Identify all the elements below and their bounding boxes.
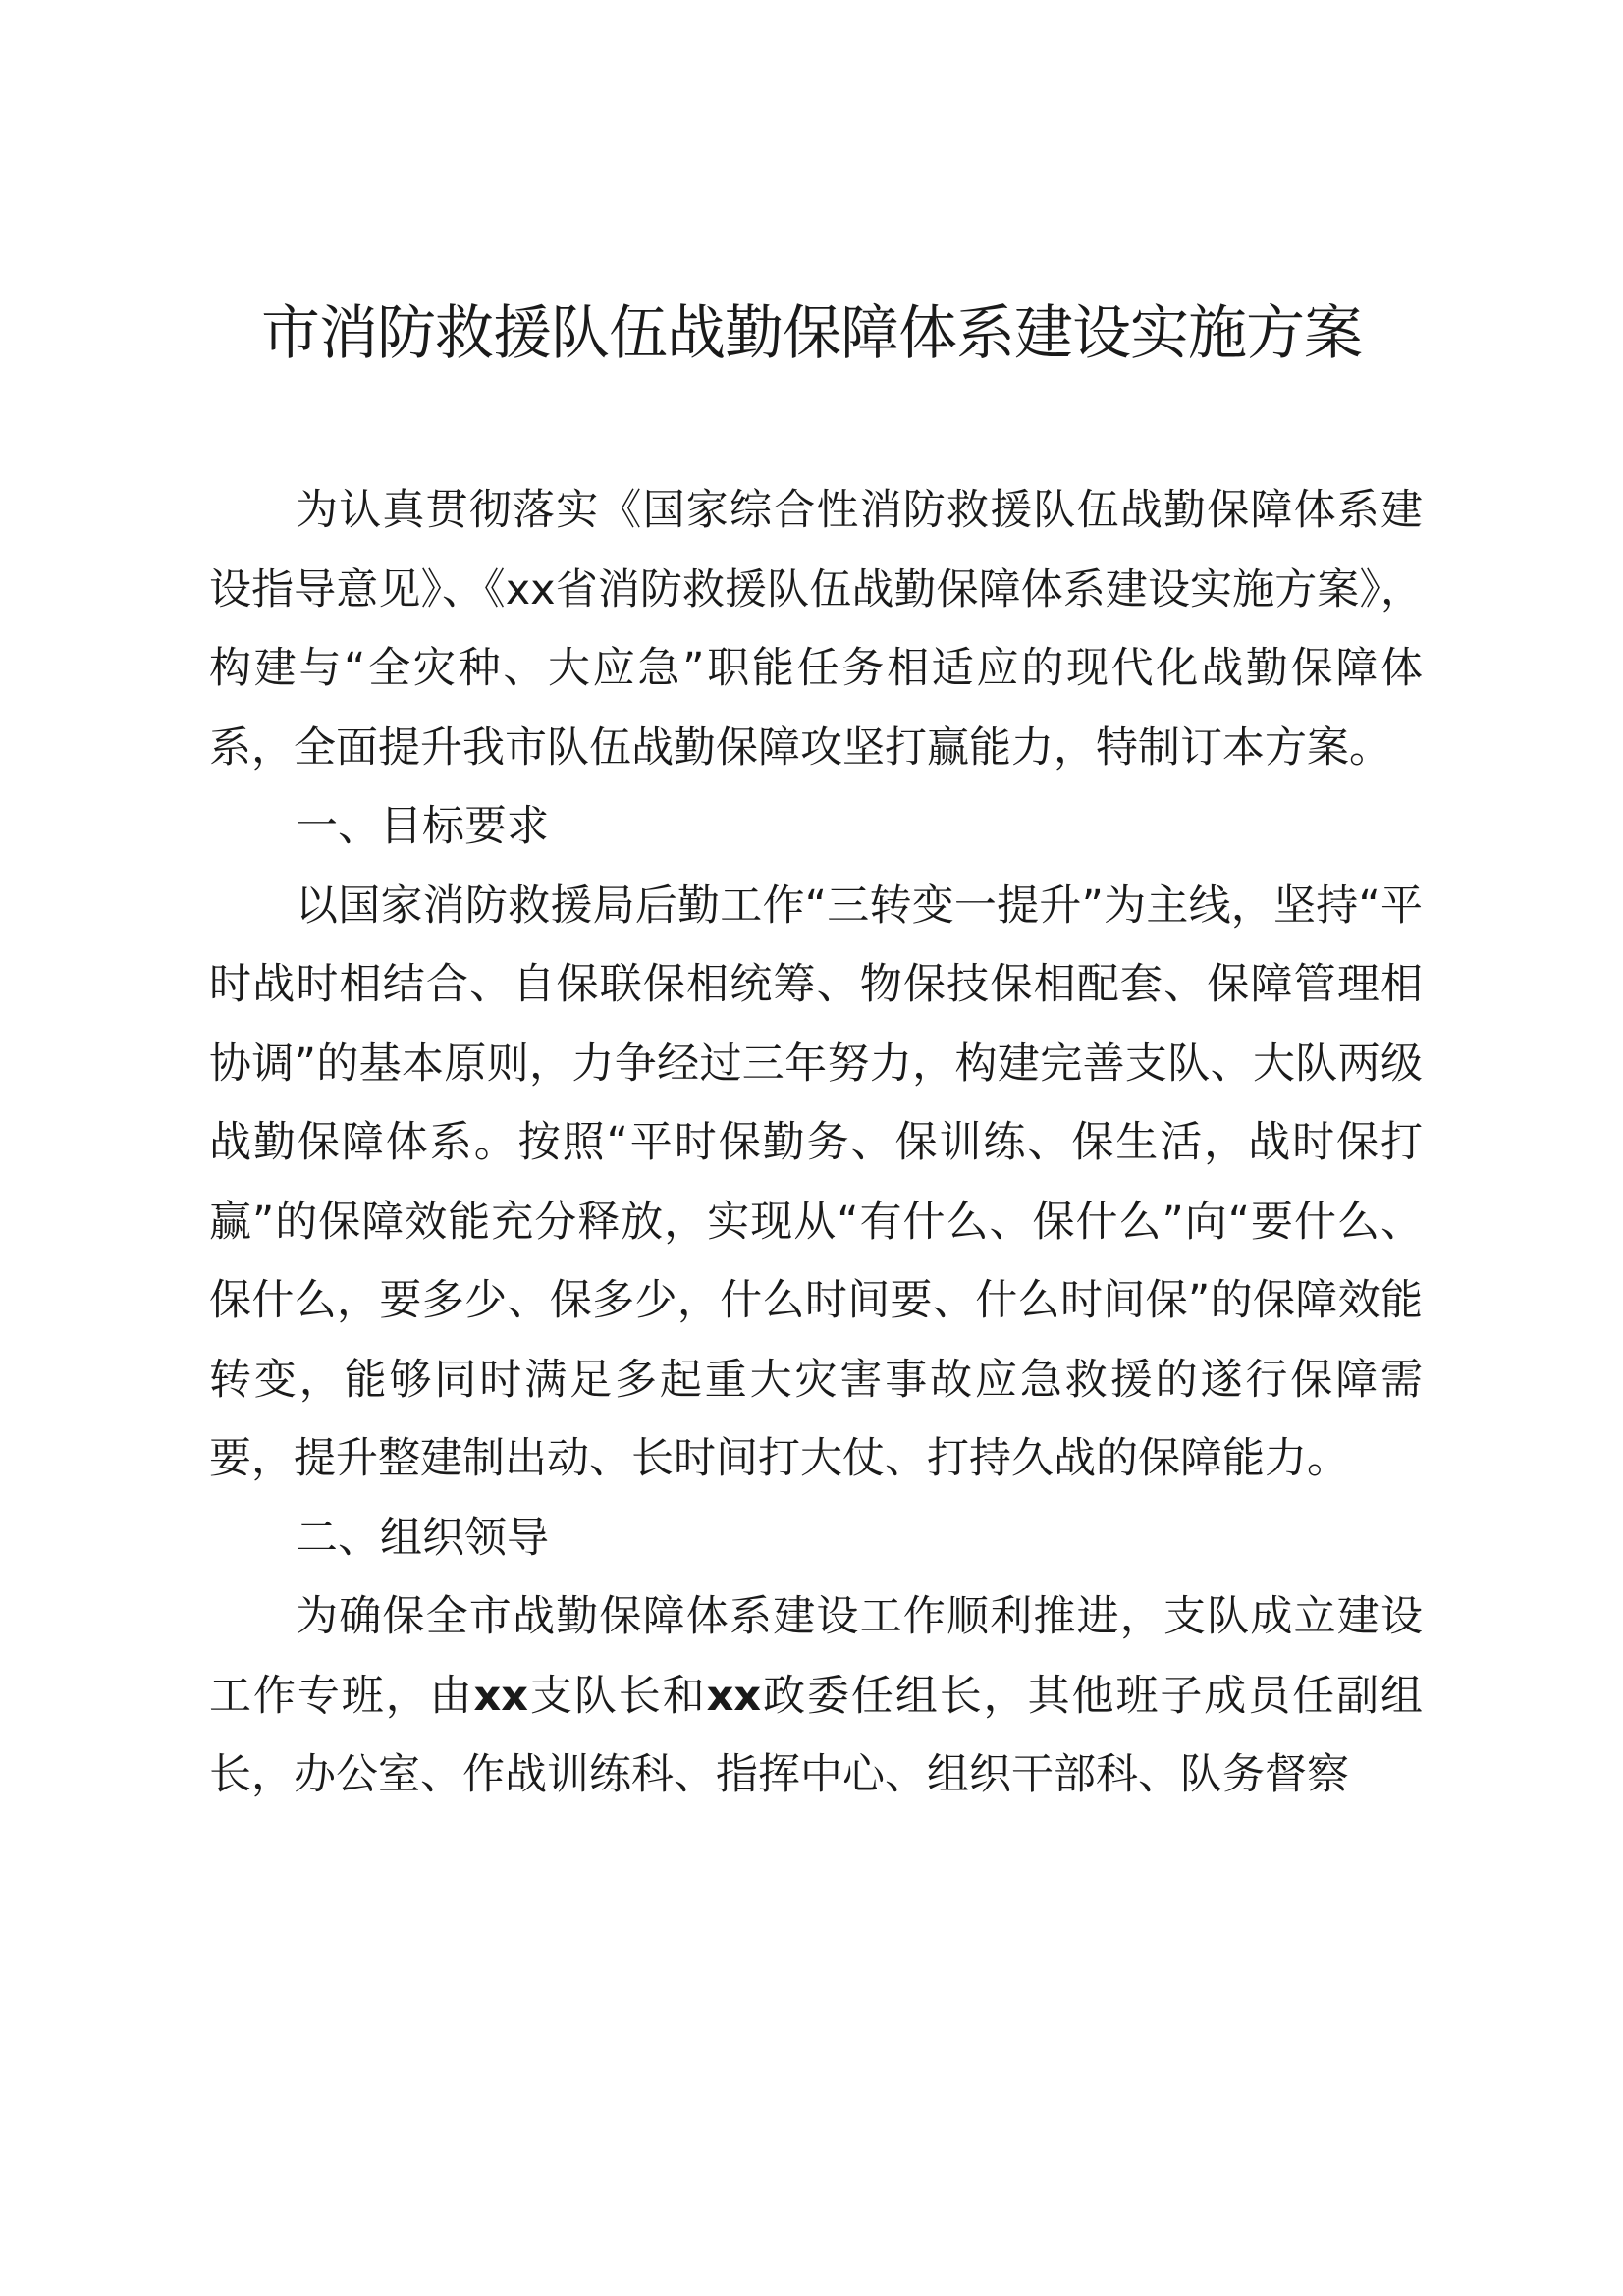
document-title: 市消防救援队伍战勤保障体系建设实施方案 [261,299,1362,368]
section-1-heading: 一、目标要求 [296,802,549,851]
intro-paragraph: 为认真贯彻落实《国家综合性消防救援队伍战勤保障体系建设指导意见》、《xx省消防救援队伍战勤保障体系建设实施方案》，构建与“全灾种、大应急”职能任务相适应的现代化战勤保障体系，全面提升我市队伍战勤保障攻坚打赢能力，特制订本方案。 [209,486,1423,773]
section-2-text-part2: 支队长和 [528,1671,707,1721]
document-body [209,471,1423,1815]
section-1-paragraph: 以国家消防救援局后勤工作“三转变一提升”为主线，坚持“平时战时相结合、自保联保相统筹、物保技保相配套、保障管理相协调”的基本原则，力争经过三年努力，构建完善支队、大队两级战勤保障体系。按照“平时保勤务、保训练、保生活，战时保打赢”的保障效能充分释放，实现从“有什么、保什么”向“要什么、保什么，要多少、保多少，什么时间要、什么时间保”的保障效能转变，能够同时满足多起重大灾害事故应急救援的遂行保障需要，提升整建制出动、长时间打大仗、打持久战的保障能力。 [209,881,1423,1483]
section-2-paragraph [209,1577,1423,1815]
leader-name-2: xx [706,1671,762,1721]
section-2-heading: 二、组织领导 [296,1513,549,1563]
leader-name-1: xx [473,1671,529,1721]
section-2-text-part1: 为确保全市战勤保障体系建设工作顺利推进，支队成立建设工作专班，由 [209,1592,1423,1721]
section-2-text-part3: 政委任组长，其他班子成员任副组长，办公室、作战训练科、指挥中心、组织干部科、队务督察 [209,1671,1424,1799]
